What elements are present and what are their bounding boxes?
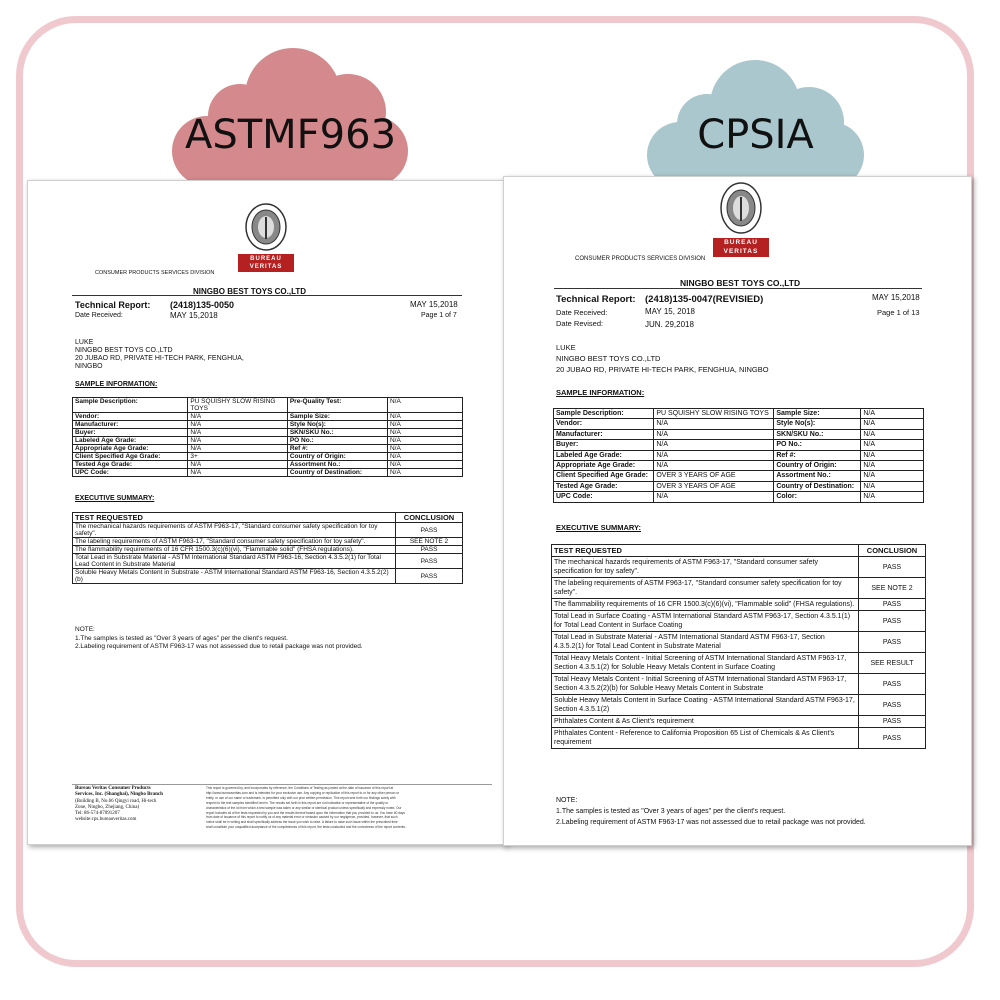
disclaimer-line: shall constitute your unqualified acceptance of the completeness of this report, the tests conducted and the correctness of the report contents. xyxy=(206,825,406,830)
test-conclusion: PASS xyxy=(396,569,463,584)
footer-line: (Building B, No.66 Qingyi road, Hi-tech xyxy=(75,798,157,804)
sample-field-value: N/A xyxy=(861,409,924,419)
sample-field-label: Client Specified Age Grade: xyxy=(554,471,654,481)
sample-field-value: N/A xyxy=(654,419,774,429)
sample-field-label: Country of Destination: xyxy=(774,481,861,491)
sample-field-label: Tested Age Grade: xyxy=(73,461,188,469)
sample-row xyxy=(554,471,924,481)
sample-field-value: N/A xyxy=(387,461,462,469)
test-conclusion: SEE NOTE 2 xyxy=(859,578,926,599)
test-conclusion: SEE RESULT xyxy=(859,653,926,674)
sample-table xyxy=(553,408,924,503)
tr-date: MAY 15,2018 xyxy=(410,300,458,309)
note-line: NOTE: xyxy=(556,797,578,804)
sample-field-label: Style No(s): xyxy=(287,421,387,429)
test-description: Total Lead in Substrate Material - ASTM International Standard ASTM F963-17, Section 4.3.5.2(1) for Total Lead Content in Substrate Material xyxy=(552,632,859,653)
test-row xyxy=(552,728,926,749)
sample-field-value: N/A xyxy=(861,471,924,481)
disclaimer-line: from date of issuance of this report to notify us of any material error or omission caused by our negligence, provided, however, that such xyxy=(206,815,398,820)
dv-value: JUN. 29,2018 xyxy=(645,320,694,329)
sample-field-label: Vendor: xyxy=(554,419,654,429)
dr-label: Date Received: xyxy=(556,308,608,317)
bureau-veritas-logo xyxy=(236,203,296,272)
test-conclusion: PASS xyxy=(396,523,463,538)
sample-field-value: N/A xyxy=(861,492,924,502)
sample-field-label: Appropriate Age Grade: xyxy=(554,461,654,471)
test-row xyxy=(552,578,926,599)
sample-field-label: Manufacturer: xyxy=(554,429,654,439)
disclaimer-line: http://www.bureauveritas.com and is intended for your exclusive use. Any copying or replication of this report to or for any other person or xyxy=(206,790,400,795)
test-description: The mechanical hazards requirements of ASTM F963-17, "Standard consumer safety specification for toy safety". xyxy=(73,523,396,538)
sample-field-label: Labeled Age Grade: xyxy=(73,437,188,445)
seal-icon xyxy=(244,203,288,251)
sample-field-value: N/A xyxy=(861,440,924,450)
test-description: The mechanical hazards requirements of ASTM F963-17, "Standard consumer safety specification for toy safety". xyxy=(552,557,859,578)
sample-field-label: Client Specified Age Grade: xyxy=(73,453,188,461)
sample-field-label: Labeled Age Grade: xyxy=(554,450,654,460)
test-description: Soluble Heavy Metals Content in Substrate - ASTM International Standard ASTM F963-16, Section 4.3.5.2(2)(b) xyxy=(73,569,396,584)
sample-field-value: N/A xyxy=(387,413,462,421)
sample-heading: SAMPLE INFORMATION: xyxy=(75,381,158,388)
disclaimer-line: respect to the test samples identified herein. The results set forth in this report are not indicative or representative of the quality or xyxy=(206,800,389,805)
sample-row xyxy=(73,445,463,453)
seal-icon xyxy=(719,181,763,235)
test-row xyxy=(552,695,926,716)
sample-field-label: Country of Origin: xyxy=(287,453,387,461)
test-conclusion: PASS xyxy=(859,632,926,653)
address-line: 20 JUBAO RD, PRIVATE HI-TECH PARK, FENGHUA, NINGBO xyxy=(556,365,769,374)
address-line: NINGBO BEST TOYS CO.,LTD xyxy=(556,354,661,363)
sample-field-label: Country of Origin: xyxy=(774,461,861,471)
divider xyxy=(554,288,922,289)
test-description: Total Lead in Substrate Material - ASTM International Standard ASTM F963-16, Section 4.3.5.2(1) for Total Lead Content in Substrate Material xyxy=(73,554,396,569)
sample-field-value: N/A xyxy=(188,437,287,445)
logo-box-line2: VERITAS xyxy=(723,247,759,255)
left-cloud xyxy=(168,38,413,188)
test-description: The flammability requirements of 16 CFR 1500.3(c)(6)(vi), "Flammable solid" (FHSA regulations). xyxy=(73,546,396,554)
logo-box-line2: VERITAS xyxy=(249,264,283,270)
notes xyxy=(75,626,363,652)
test-row xyxy=(552,674,926,695)
test-conclusion: PASS xyxy=(859,599,926,611)
sample-row xyxy=(554,461,924,471)
footer-line: Bureau Veritas Consumer Products xyxy=(75,786,151,791)
address-line: 20 JUBAO RD, PRIVATE HI-TECH PARK, FENGHUA, xyxy=(75,355,244,362)
test-conclusion: PASS xyxy=(859,728,926,749)
tr-label: Technical Report: xyxy=(75,300,151,310)
note-line: 1.The samples is tested as "Over 3 years of ages" per the client's request. xyxy=(75,634,288,642)
address-line: NINGBO BEST TOYS CO.,LTD xyxy=(75,347,173,354)
sample-row xyxy=(73,429,463,437)
sample-field-label: PO No.: xyxy=(287,437,387,445)
test-conclusion: PASS xyxy=(859,695,926,716)
note-line: 2.Labeling requirement of ASTM F963-17 was not assessed due to retail package was not provided. xyxy=(75,643,363,650)
test-row xyxy=(73,538,463,546)
sample-field-label: Assortment No.: xyxy=(287,461,387,469)
test-row xyxy=(73,523,463,538)
sample-field-label: Buyer: xyxy=(554,440,654,450)
sample-field-label: Sample Size: xyxy=(287,413,387,421)
test-table xyxy=(72,512,463,584)
sample-field-label: Sample Description: xyxy=(554,409,654,419)
sample-field-label: Tested Age Grade: xyxy=(554,481,654,491)
sample-field-value: N/A xyxy=(188,429,287,437)
dr-label: Date Received: xyxy=(75,312,123,319)
conclusion-header: CONCLUSION xyxy=(859,545,926,557)
sample-row xyxy=(73,437,463,445)
sample-row xyxy=(73,421,463,429)
sample-heading: SAMPLE INFORMATION: xyxy=(556,388,645,397)
sample-field-label: PO No.: xyxy=(774,440,861,450)
sample-row xyxy=(554,429,924,439)
footer-divider xyxy=(72,784,492,785)
sample-field-value: OVER 3 YEARS OF AGE xyxy=(654,471,774,481)
test-conclusion: PASS xyxy=(396,546,463,554)
sample-field-label: Buyer: xyxy=(73,429,188,437)
footer-line: Services, Inc. (Shanghai), Ningbo Branch xyxy=(75,792,163,798)
sample-field-label: Pre-Quality Test: xyxy=(287,398,387,413)
sample-field-value: N/A xyxy=(387,421,462,429)
tr-number: (2418)135-0050 xyxy=(170,300,235,310)
footer-line: website:cps.bureauveritas.com xyxy=(75,817,137,823)
sample-field-value: N/A xyxy=(188,421,287,429)
test-description: The flammability requirements of 16 CFR 1500.3(c)(6)(vi), "Flammable solid" (FHSA regulations). xyxy=(552,599,859,611)
sample-field-value: N/A xyxy=(387,469,462,477)
note-line: 1.The samples is tested as "Over 3 years of ages" per the client's request. xyxy=(556,808,786,815)
dv-label: Date Revised: xyxy=(556,319,604,328)
test-header-row xyxy=(73,513,463,523)
sample-field-label: Ref #: xyxy=(287,445,387,453)
sample-field-label: Appropriate Age Grade: xyxy=(73,445,188,453)
sample-field-value: N/A xyxy=(188,445,287,453)
test-description: Total Heavy Metals Content - Initial Screening of ASTM International Standard ASTM F963-17, Section 4.3.5.1(2) for Soluble Heavy Metals Content in Surface Coating xyxy=(552,653,859,674)
sample-field-label: UPC Code: xyxy=(73,469,188,477)
sample-row xyxy=(554,492,924,502)
address-line: LUKE xyxy=(75,339,94,346)
test-row xyxy=(552,632,926,653)
dr-value: MAY 15, 2018 xyxy=(645,307,695,316)
test-row xyxy=(552,653,926,674)
sample-row xyxy=(554,419,924,429)
test-description: Phthalates Content & As Client's requirement xyxy=(552,716,859,728)
division: CONSUMER PRODUCTS SERVICES DIVISION xyxy=(95,270,215,276)
test-conclusion: PASS xyxy=(859,716,926,728)
test-header-row xyxy=(552,545,926,557)
tr-number: (2418)135-0047(REVISIED) xyxy=(645,294,764,305)
sample-field-value: N/A xyxy=(387,437,462,445)
address xyxy=(556,342,769,375)
test-description: The labeling requirements of ASTM F963-17, "Standard consumer safety specification for toy safety". xyxy=(552,578,859,599)
sample-field-label: Assortment No.: xyxy=(774,471,861,481)
sample-field-label: Vendor: xyxy=(73,413,188,421)
sample-field-label: Color: xyxy=(774,492,861,502)
disclaimer-line: report includes all of the tests requested by you and the results thereof based upon the information that you provided to us. You have 60 days xyxy=(206,810,405,815)
address xyxy=(75,339,244,371)
test-description: Total Lead in Surface Coating - ASTM International Standard ASTM F963-17, Section 4.3.5.1(1) for Total Lead Content in Surface Coating xyxy=(552,611,859,632)
sample-field-label: Manufacturer: xyxy=(73,421,188,429)
sample-field-value: PU SQUISHY SLOW RISING TOYS xyxy=(188,398,287,413)
test-description: Phthalates Content - Reference to California Proposition 65 List of Chemicals & As Client's requirement xyxy=(552,728,859,749)
sample-field-value: 3+ xyxy=(188,453,287,461)
sample-field-label: UPC Code: xyxy=(554,492,654,502)
left-cloud-label: ASTMF963 xyxy=(184,112,397,158)
test-row xyxy=(552,716,926,728)
sample-field-value: N/A xyxy=(861,450,924,460)
footer-line: Tel: 86-574-87091207 xyxy=(75,811,120,817)
division: CONSUMER PRODUCTS SERVICES DIVISION xyxy=(575,256,706,262)
footer-address xyxy=(75,786,163,824)
bureau-veritas-logo xyxy=(711,181,771,257)
test-description: Total Heavy Metals Content - Initial Screening of ASTM International Standard ASTM F963-17, Section 4.3.5.2(2)(b) for Soluble Heavy Metals Content in Substrate xyxy=(552,674,859,695)
sample-field-value: N/A xyxy=(861,461,924,471)
note-line: 2.Labeling requirement of ASTM F963-17 was not assessed due to retail package was not provided. xyxy=(556,819,866,826)
sample-field-value: N/A xyxy=(387,445,462,453)
test-row xyxy=(73,554,463,569)
tr-date: MAY 15,2018 xyxy=(872,293,920,302)
sample-field-value: PU SQUISHY SLOW RISING TOYS xyxy=(654,409,774,419)
tr-label: Technical Report: xyxy=(556,294,636,305)
test-row xyxy=(73,546,463,554)
disclaimer-line: This report is governed by, and incorporates by reference, the Conditions of Testing as posted at the date of issuance of this report at xyxy=(206,786,394,790)
test-description: Soluble Heavy Metals Content in Surface Coating - ASTM International Standard ASTM F963-17, Section 4.3.5.1(2) xyxy=(552,695,859,716)
sample-row xyxy=(554,481,924,491)
sample-row xyxy=(73,398,463,413)
test-conclusion: SEE NOTE 2 xyxy=(396,538,463,546)
page-number: Page 1 of 13 xyxy=(877,308,920,317)
test-row xyxy=(73,569,463,584)
left-report xyxy=(27,180,507,845)
test-conclusion: PASS xyxy=(859,611,926,632)
sample-field-label: Sample Size: xyxy=(774,409,861,419)
sample-field-value: N/A xyxy=(654,429,774,439)
sample-row xyxy=(554,450,924,460)
address-line: NINGBO xyxy=(75,363,103,370)
right-cloud xyxy=(643,50,868,190)
conclusion-header: CONCLUSION xyxy=(396,513,463,523)
sample-field-value: N/A xyxy=(654,450,774,460)
sample-field-value: N/A xyxy=(387,453,462,461)
disclaimer-line: notice shall be in writing and shall specifically address the issue you wish to raise. A failure to raise such issue within the prescribed time xyxy=(206,820,398,825)
address-line: LUKE xyxy=(556,343,576,352)
company-name: NINGBO BEST TOYS CO.,LTD xyxy=(680,278,801,288)
footer-line: Zone, Ningbo, Zhejiang, China) xyxy=(75,804,140,810)
sample-field-value: N/A xyxy=(654,492,774,502)
sample-field-value: N/A xyxy=(387,429,462,437)
sample-row xyxy=(73,461,463,469)
logo-box-line1: BUREAU xyxy=(724,239,758,246)
test-table xyxy=(551,544,926,749)
sample-row xyxy=(73,469,463,477)
company-name: NINGBO BEST TOYS CO.,LTD xyxy=(193,287,307,296)
sample-row xyxy=(554,440,924,450)
test-conclusion: PASS xyxy=(859,557,926,578)
sample-field-value: N/A xyxy=(861,419,924,429)
test-description: The labeling requirements of ASTM F963-17, "Standard consumer safety specification for toy safety". xyxy=(73,538,396,546)
note-line: NOTE: xyxy=(75,626,95,633)
test-row xyxy=(552,611,926,632)
disclaimer-line: entity, or use of our name or trademark, is permitted only with our prior written permission. This report sets forth our findings solely with xyxy=(206,795,396,800)
page-number: Page 1 of 7 xyxy=(421,312,457,319)
notes xyxy=(556,795,866,828)
sample-field-value: N/A xyxy=(654,440,774,450)
footer-disclaimer xyxy=(206,786,491,830)
sample-field-value: N/A xyxy=(188,469,287,477)
test-requested-header: TEST REQUESTED xyxy=(552,545,859,557)
sample-field-value: N/A xyxy=(861,481,924,491)
disclaimer-line: characteristics of the lot from which a test sample was taken or any similar or identical product unless specifically and expressly noted. Our xyxy=(206,805,402,810)
sample-field-value: N/A xyxy=(654,461,774,471)
dr-value: MAY 15,2018 xyxy=(170,311,218,320)
test-row xyxy=(552,599,926,611)
sample-field-label: Country of Destination: xyxy=(287,469,387,477)
sample-field-value: OVER 3 YEARS OF AGE xyxy=(654,481,774,491)
test-conclusion: PASS xyxy=(396,554,463,569)
sample-row xyxy=(554,409,924,419)
right-cloud-label: CPSIA xyxy=(697,112,814,158)
sample-field-label: SKN/SKU No.: xyxy=(287,429,387,437)
test-conclusion: PASS xyxy=(859,674,926,695)
sample-field-value: N/A xyxy=(188,413,287,421)
sample-field-label: Style No(s): xyxy=(774,419,861,429)
sample-field-value: N/A xyxy=(387,398,462,413)
sample-field-value: N/A xyxy=(188,461,287,469)
sample-field-value: N/A xyxy=(861,429,924,439)
logo-box-line1: BUREAU xyxy=(250,256,282,262)
sample-field-label: Ref #: xyxy=(774,450,861,460)
sample-row xyxy=(73,453,463,461)
exec-heading: EXECUTIVE SUMMARY: xyxy=(75,495,155,502)
sample-table xyxy=(72,397,463,477)
sample-field-label: Sample Description: xyxy=(73,398,188,413)
sample-field-label: SKN/SKU No.: xyxy=(774,429,861,439)
test-row xyxy=(552,557,926,578)
sample-row xyxy=(73,413,463,421)
exec-heading: EXECUTIVE SUMMARY: xyxy=(556,523,642,532)
divider xyxy=(72,295,462,296)
right-report xyxy=(503,176,972,846)
test-requested-header: TEST REQUESTED xyxy=(73,513,396,523)
